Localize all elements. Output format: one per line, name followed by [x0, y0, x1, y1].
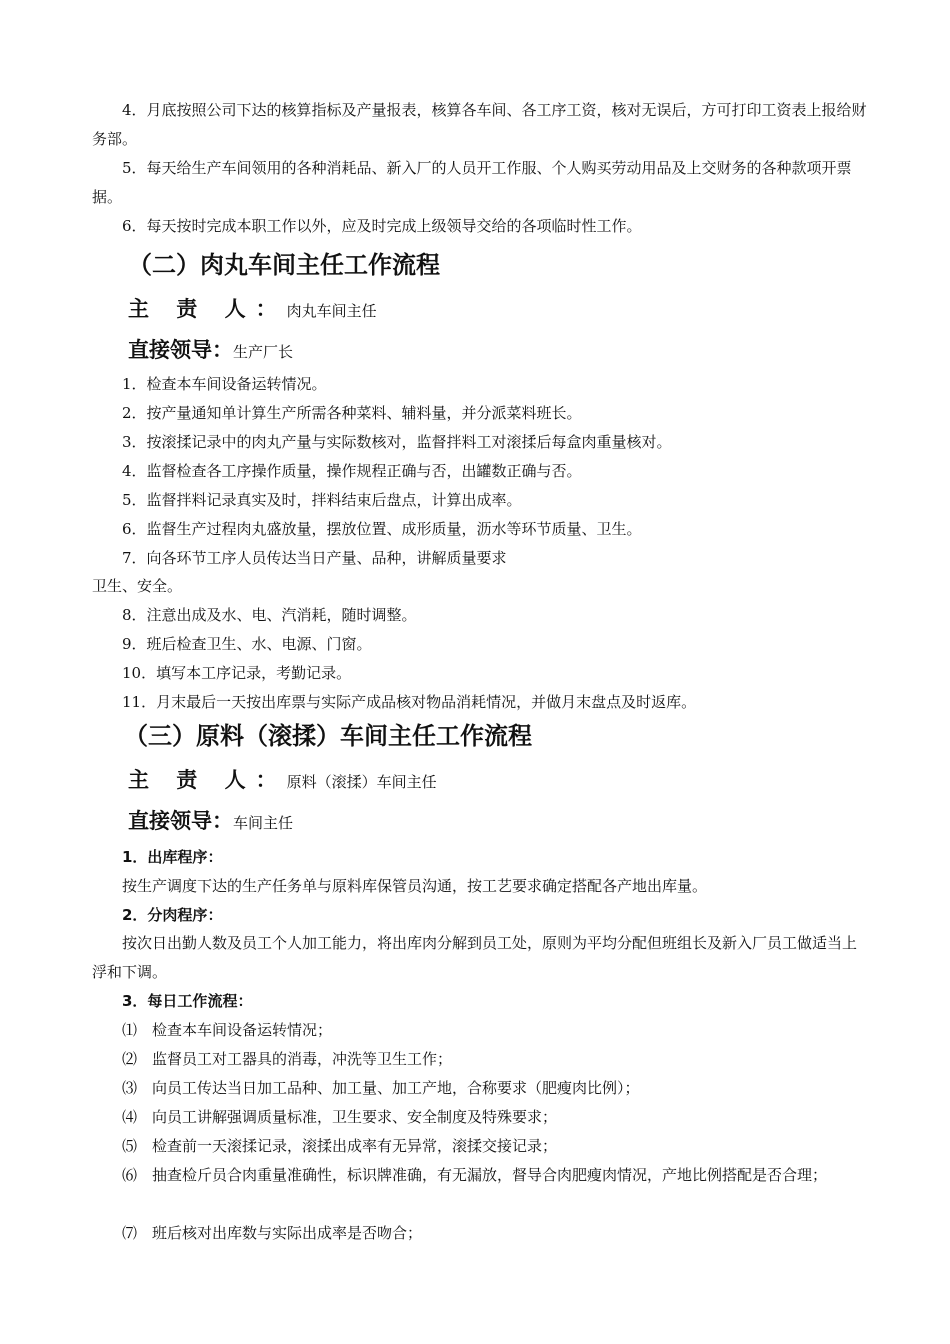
- section2-item-2: 2．按产量通知单计算生产所需各种菜料、辅料量，并分派菜料班长。: [122, 404, 582, 422]
- daily-step-2: ⑵ 监督员工对工器具的消毒，冲洗等卫生工作；: [122, 1050, 453, 1068]
- daily-step-1: ⑴ 检查本车间设备运转情况；: [122, 1021, 333, 1039]
- daily-step-7: ⑺ 班后核对出库数与实际出成率是否吻合；: [122, 1224, 423, 1242]
- section2-item-5: 5．监督拌料记录真实及时，拌料结束后盘点，计算出成率。: [122, 491, 522, 509]
- daily-step-5: ⑸ 检查前一天滚揉记录，滚揉出成率有无异常，滚揉交接记录；: [122, 1137, 558, 1155]
- section3-subheading-daily-flow: 3．每日工作流程：: [122, 992, 253, 1010]
- section3-owner-value: 原料（滚揉）车间主任: [286, 773, 437, 791]
- section3-subheading-outbound: 1．出库程序：: [122, 848, 223, 866]
- section3-subheading-meat-split: 2．分肉程序：: [122, 906, 223, 924]
- section2-owner-row: [128, 293, 377, 327]
- section2-item-10: 10．填写本工序记录，考勤记录。: [122, 664, 352, 682]
- section3-owner-row: [128, 764, 437, 798]
- section3-outbound-text: 按生产调度下达的生产任务单与原料库保管员沟通，按工艺要求确定搭配各产地出库量。: [122, 877, 708, 895]
- section2-item-1: 1．检查本车间设备运转情况。: [122, 375, 327, 393]
- intro-item-4: 4．月底按照公司下达的核算指标及产量报表，核算各车间、各工序工资，核对无误后，方可打印工资表上报给财务部。: [92, 101, 867, 148]
- section2-item-6: 6．监督生产过程肉丸盛放量，摆放位置、成形质量，沥水等环节质量、卫生。: [122, 520, 642, 538]
- section2-item-3: 3．按滚揉记录中的肉丸产量与实际数核对，监督拌料工对滚揉后每盒肉重量核对。: [122, 433, 672, 451]
- section3-meat-split-text: 按次日出勤人数及员工个人加工能力，将出库肉分解到员工处，原则为平均分配但班组长及新入厂员工做适当上浮和下调。: [92, 934, 858, 981]
- section3-leader-label: 直接领导：: [128, 809, 233, 833]
- section2-item-4: 4．监督检查各工序操作质量，操作规程正确与否，出罐数正确与否。: [122, 462, 582, 480]
- section2-item-11: 11．月末最后一天按出库票与实际产成品核对物品消耗情况，并做月末盘点及时返库。: [122, 693, 697, 711]
- section2-item-8: 8．注意出成及水、电、汽消耗，随时调整。: [122, 606, 417, 624]
- section2-owner-label: 主 责 人：: [128, 297, 287, 321]
- section3-leader-value: 车间主任: [233, 814, 294, 832]
- section2-leader-value: 生产厂长: [233, 343, 294, 361]
- section3-heading: （三）原料（滚揉）车间主任工作流程: [124, 722, 532, 750]
- daily-step-3: ⑶ 向员工传达当日加工品种、加工量、加工产地，合称要求（肥瘦肉比例）；: [122, 1079, 640, 1097]
- daily-step-6: ⑹ 抽查检斤员合肉重量准确性，标识牌准确，有无漏放，督导合肉肥瘦肉情况，产地比例搭配是否合理；: [122, 1166, 828, 1184]
- section2-item-7: 7．向各环节工序人员传达当日产量、品种，讲解质量要求: [122, 549, 507, 567]
- intro-item-5: 5．每天给生产车间领用的各种消耗品、新入厂的人员开工作服、个人购买劳动用品及上交财务的各种款项开票据。: [92, 159, 852, 206]
- section3-leader-row: [128, 805, 293, 839]
- section2-item-7-continued: 卫生、安全。: [92, 577, 183, 595]
- intro-item-6: 6．每天按时完成本职工作以外，应及时完成上级领导交给的各项临时性工作。: [122, 217, 642, 235]
- daily-step-4: ⑷ 向员工讲解强调质量标准，卫生要求、安全制度及特殊要求；: [122, 1108, 558, 1126]
- section2-owner-value: 肉丸车间主任: [286, 302, 377, 320]
- section2-leader-row: [128, 334, 293, 368]
- section2-item-9: 9．班后检查卫生、水、电源、门窗。: [122, 635, 372, 653]
- section2-heading: （二）肉丸车间主任工作流程: [128, 251, 440, 279]
- section2-leader-label: 直接领导：: [128, 338, 233, 362]
- section3-owner-label: 主 责 人：: [128, 768, 287, 792]
